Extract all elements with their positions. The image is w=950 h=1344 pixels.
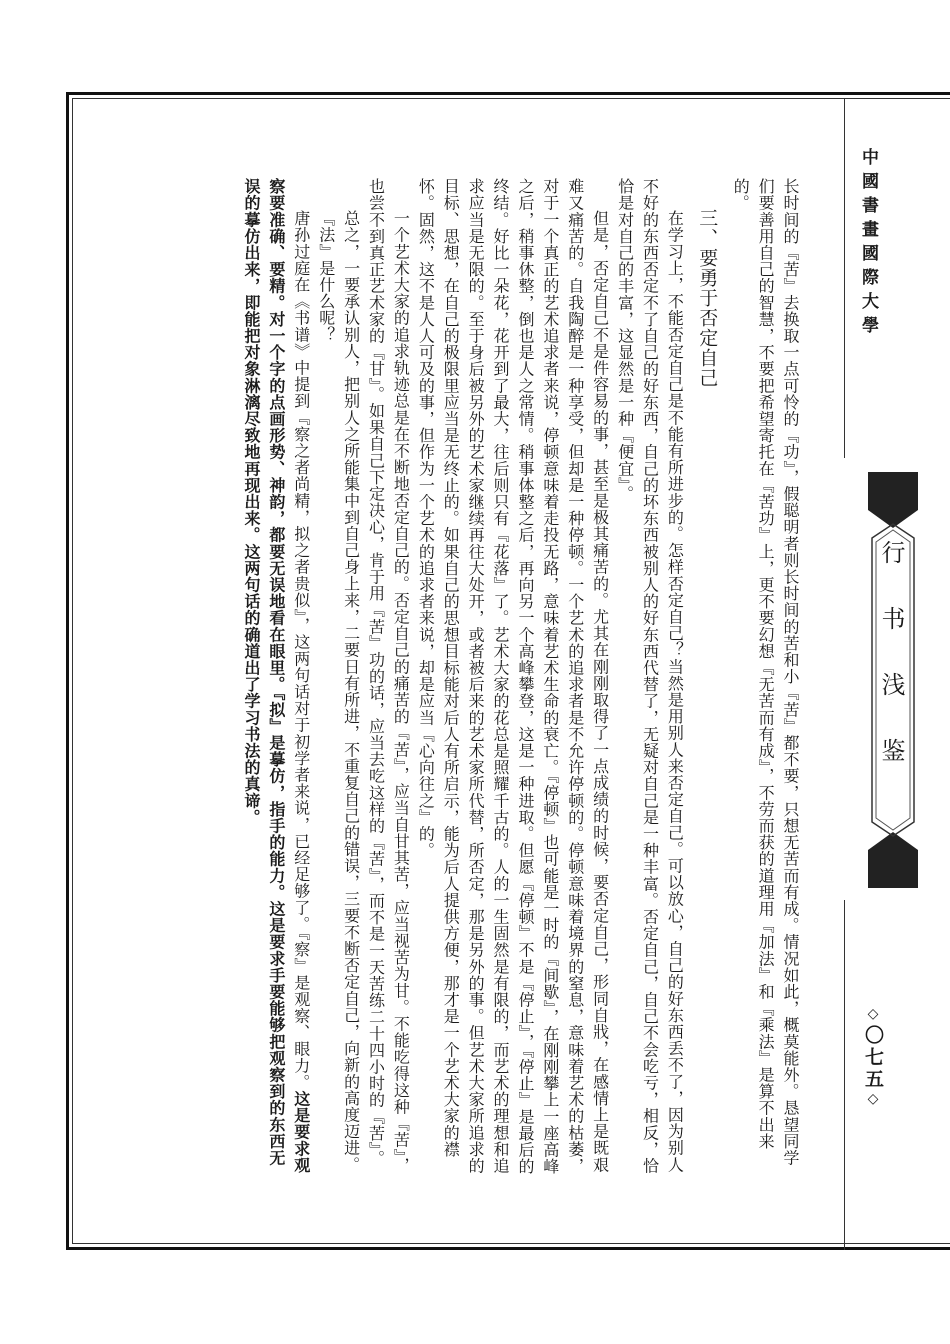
sidebar-divider-lower: [844, 900, 845, 1250]
sidebar-divider: [844, 98, 845, 458]
paragraph-2: 在学习上，不能否定自己是不能有所进步的。怎样否定自己？当然是用别人来否定自己。可以放心，自己的好东西丢不了，因为别人不好的东西否定不了自己的好东西，自己的坏东西被别人的好东西代替了，无疑对自己是一种丰富。否定自己，自己不会吃亏，相反，恰恰是对自己的丰富，这显然是一种『便宜』。: [615, 178, 685, 1174]
paragraph-7-part-b: 这是要求观察要准确、要精。对一个字的点画形势、神韵，都要无误地看在眼里。『拟』是摹仿，指手的能力。这是要求手要能够把观察到的东西无误的摹仿出来，即能把对象淋漓尽致地再现出来。这两句话的确道出了学习书法的真谛。: [241, 178, 311, 1174]
paragraph-6: 『法』是什么呢？: [316, 210, 336, 343]
paragraph-1: 长时间的『苦』去换取一点可怜的『功』，假聪明者则长时间的苦和小『苦』都不要，只想无苦而有成。情况如此，概莫能外。恳望同学们要善用自己的智慧，不要把希望寄托在『苦功』上，更不要幻想『无苦而有成』，不劳而获的道理用『加法』和『乘法』是算不出来的。: [731, 178, 800, 1166]
paragraph-3: 但是，否定自己不是件容易的事，甚至是极其痛苦的。尤其在刚刚取得了一点成绩的时候，要否定自己，形同自戕，在感情上是既艰难又痛苦的。自我陶醉是一种享受，但却是一种停顿。一个艺术的追求者是不允许停顿的。停顿意味着境界的窒息，意味着艺术的枯萎，对于一个真正的艺术追求者来说，停顿意味着走投无路，意味着艺术生命的衰亡。『停顿』也可能是一时的『间歇』，在刚刚攀上一座高峰之后，稍事休整，倒也是人之常情。稍事体整之后，再向另一个高峰攀登，这是一种进取。但愿『停顿』不是『停止』，『停止』是最后的终结。好比一朵花，花开到了最大，往后则只有『花落』了。艺术大家的花总是照耀千古的。人的一生固然是有限的，而艺术的理想和追求应当是无限的。至于身后被另外的艺术家继续再往大处开，或者被后来的艺术家所代替，所否定，那是另外的事。但艺术大家所追求的目标、思想，在自己的极限里应当是无终止的。如果自己的思想目标能对后人有所启示，能为后人提供方便，那才是一个艺术大家的襟怀。固然，这不是人人可及的事，但作为一个艺术的追求者来说，却是应当『心向往之』的。: [416, 178, 610, 1175]
paragraph-4: 一个艺术大家的追求轨迹总是在不断地否定自己的。否定自己的痛苦的『苦』，应当自甘其苦，应当视苦为甘。不能吃得这种『苦』，也尝不到真正艺术家的『甘』。如果自己下定决心，肯于用『苦』功的话，应当去吃这样的『苦』，而不是一天苦练二十四小时的『苦』。: [366, 178, 411, 1174]
page-number: [860, 1006, 887, 1110]
diamond-icon: ◇: [865, 1091, 881, 1110]
section-title: 三、要勇于否定自己: [696, 208, 719, 388]
book-title: 行书浅鉴: [877, 540, 905, 804]
university-name: 中國書畫國際大學: [858, 148, 878, 340]
body-text: [112, 178, 802, 1178]
diamond-icon: ◇: [865, 1006, 881, 1025]
paragraph-7: [238, 178, 313, 1178]
page-number-value: 〇七五: [862, 1025, 884, 1091]
paragraph-7-part-a: 唐孙过庭在《书谱》中提到『察之者尚精，拟之者贵似』，这两句话对于初学者来说，已经足够了。『察』是观察、眼力。: [291, 210, 311, 1091]
paragraph-5: 总之，一要承认别人，把别人之所能集中到自己身上来，二要日有所进，不重复自己的错误，三要不断否定自己，向新的高度迈进。: [341, 210, 361, 1173]
